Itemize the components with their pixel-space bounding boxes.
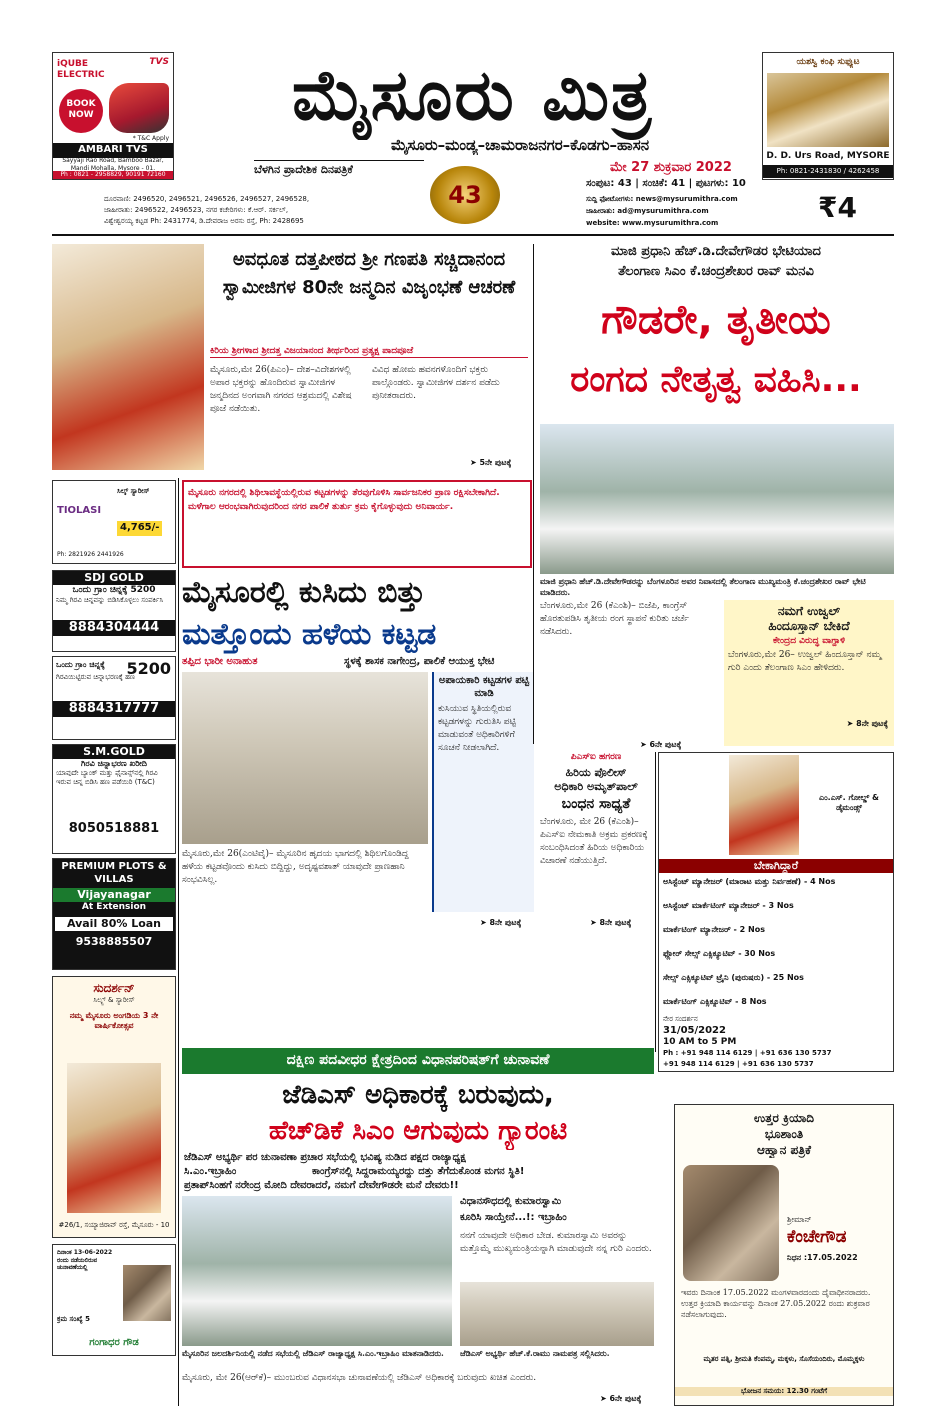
ad-phone: 8050518881 [68, 820, 160, 836]
ad-brand: ಯಶಸ್ವಿ ಕಂಫಿ ಸುಫ್ಯುಟ [796, 57, 860, 67]
nomination-photo [460, 1282, 654, 1346]
story6-headline1: ಜೆಡಿಎಸ್ ಅಧಿಕಾರಕ್ಕೆ ಬರುವುದು, [282, 1080, 554, 1110]
obit-footer: ಮೃತರ ಪತ್ನಿ, ಶ್ರೀಮತಿ ಕೆಂಪಮ್ಮ, ಮಕ್ಕಳು, ಸೊಸೆಯಂದಿರು, ಮೊಮ್ಮಕ್ಕಳು [703, 1355, 865, 1363]
story6-bullet1: ಜೆಡಿಎಸ್ ಅಭ್ಯರ್ಥಿ ಪರ ಚುನಾವಣಾ ಪ್ರಚಾರ ಸಭೆಯಲ್ಲಿ ಭವಿಷ್ಯ ನುಡಿದ ಪಕ್ಷದ ರಾಜ್ಯಾಧ್ಯಕ್ಷ [184, 1152, 466, 1163]
ms-gold-jobs-ad[interactable] [658, 752, 894, 1072]
job-item: ಫ್ಲೋರ್ ಸೇಲ್ಸ್ ಎಕ್ಸಿಕ್ಯೂಟಿವ್ - 30 Nos [663, 949, 776, 958]
price: ₹4 [818, 191, 857, 224]
story4-body: ಮೈಸೂರು,ಮೇ 26(ಎಂಟಿವೈ)– ಮೈಸೂರಿನ ಹೃದಯ ಭಾಗದಲ್ಲಿ ಶಿಥಿಲಗೊಂಡಿದ್ದ ಹಳೆಯ ಕಟ್ಟಡವೊಂದು ಕುಸಿದು ಬಿದ್ದಿದ್ದು, ಅದೃಷ್ಟವಶಾತ್ ಯಾವುದೇ ಪ್ರಾಣಹಾನಿ ಸಂಭವಿಸಿಲ್ಲ. [182, 849, 409, 885]
story5-body: ಬೆಂಗಳೂರು, ಮೇ 26 (ಕೆಎಂಶಿ)– ಪಿಎಸ್‌ಐ ನೇಮಕಾತಿ ಅಕ್ರಮ ಪ್ರಕರಣಕ್ಕೆ ಸಂಬಂಧಿಸಿದಂತೆ ಹಿರಿಯ ಅಧಿಕಾರಿಯ ವಿಚಾರಣೆ ನಡೆಯುತ್ತಿದೆ. [540, 817, 648, 866]
obit-title1: ಉತ್ತರ ಕ್ರಿಯಾದಿ [754, 1111, 814, 1125]
ad-maker: TVS [149, 57, 169, 67]
story6-body: ಮೈಸೂರು, ಮೇ 26(ಆರ್‌ಕೆ)– ಮುಂಬರುವ ವಿಧಾನಸಭಾ ಚುನಾವಣೆಯಲ್ಲಿ ಜೆಡಿಎಸ್ ಅಧಿಕಾರಕ್ಕೆ ಬರುವುದು ಖಚಿತ ಎಂದರು. [182, 1373, 537, 1383]
interview-time: 10 AM to 5 PM [663, 1037, 737, 1047]
story3-headline1: ನಮಗೆ ಉಜ್ವಲ್ [777, 604, 841, 618]
story4-bullet1: ತಪ್ಪಿದ ಭಾರೀ ಅನಾಹುತ [182, 656, 258, 667]
ad-name: SDJ GOLD [53, 571, 175, 585]
ad-body: ಗಿರವಿಯಿಟ್ಟಿರುವ ಚಿನ್ನಾಭರಣಕ್ಕೆ ಹಣ [56, 673, 135, 681]
story2-caption: ಮಾಜಿ ಪ್ರಧಾನಿ ಹೆಚ್.ಡಿ.ದೇವೇಗೌಡರನ್ನು ಬೆಂಗಳೂರಿನ ಅವರ ನಿವಾಸದಲ್ಲಿ ತೆಲಂಗಾಣ ಮುಖ್ಯಮಂತ್ರಿ ಕೆ.ಚಂದ್ರಶೇಖರ ರಾವ್ ಭೇಟಿ ಮಾಡಿದರು. [540, 576, 866, 597]
website: website: www.mysurumithra.com [586, 219, 719, 227]
book-now-badge: BOOK NOW [59, 89, 103, 133]
ad-address: D. D. Urs Road, MYSORE [766, 151, 890, 161]
emblem-number: 43 [448, 181, 482, 209]
story1-headline: ಅವಧೂತ ದತ್ತಪೀಠದ ಶ್ರೀ ಗಣಪತಿ ಸಚ್ಚಿದಾನಂದ ಸ್ವಾಮೀಜಿಗಳ 80ನೇ ಜನ್ಮದಿನ ವಿಜೃಂಭಣೆ ಆಚರಣೆ [222, 249, 516, 298]
job-item: ಸೇಲ್ಸ್ ಎಕ್ಸಿಕ್ಯೂಟಿವ್ ಟ್ರೈನಿ (ಪುರುಷರು) - 25 Nos [663, 973, 804, 982]
collapsed-building-photo [182, 672, 428, 844]
office-line: ವಿಶ್ವೇಶ್ವರಯ್ಯ ಕಟ್ಟಡ Ph: 2431774, ಡಿ.ದೇವರಾಜ ಅರಸು ರಸ್ತೆ, Ph: 2428695 [104, 217, 304, 225]
jobs-title: ಬೇಕಾಗಿದ್ದಾರೆ [659, 859, 893, 873]
job-item: ಅಸಿಸ್ಟೆಂಟ್ ಮಾರ್ಕೆಟಿಂಗ್ ಮ್ಯಾನೇಜರ್ - 3 Nos [663, 901, 794, 910]
yashasvi-ad[interactable] [762, 52, 894, 180]
column-rule [178, 478, 179, 1406]
story2-body: ಬೆಂಗಳೂರು,ಮೇ 26 (ಕೆಎಂಶಿ)– ಬಿಜೆಪಿ, ಕಾಂಗ್ರೆಸ್ ಹೊರತುಪಡಿಸಿ ತೃತೀಯ ರಂಗ ಸ್ಥಾಪನೆ ಕುರಿತು ಚರ್ಚೆ ನಡೆಸಿದರು. [540, 601, 689, 637]
ad-sub: ಸಿಲ್ಕ್ಸ್ & ಸ್ಯಾರೀಸ್ [93, 996, 135, 1004]
job-item: ಅಸಿಸ್ಟೆಂಟ್ ಮ್ಯಾನೇಜರ್ (ಮಾರಾಟ ಮತ್ತು ನಿರ್ವಹಣೆ) - 4 Nos [663, 877, 836, 886]
ad-line: 5200 [126, 659, 171, 678]
story6-side-head1: ವಿಧಾನಸೌಧದಲ್ಲಿ ಕುಮಾರಸ್ವಾಮಿ [460, 1196, 562, 1207]
ad-name: PREMIUM PLOTS & VILLAS [61, 861, 167, 885]
story4-bullet2: ಸ್ಥಳಕ್ಕೆ ಶಾಸಕ ನಾಗೇಂದ್ರ, ಪಾಲಿಕೆ ಆಯುಕ್ತ ಭೇಟಿ [344, 656, 495, 667]
ambari-tvs-ad[interactable] [52, 52, 174, 180]
ad-name: S.M.GOLD [53, 745, 175, 759]
dealer-name: AMBARI TVS [53, 143, 173, 158]
ad-name: ಸುದರ್ಶನ್ [93, 981, 135, 995]
ads-phones-line: ಜಾಹೀರಾತು: 2496522, 2496523, ನಗರ ಕಚೇರಿಗಳು: ಕೆ.ಆರ್. ಸರ್ಕಲ್, [104, 206, 289, 214]
election-banner: ದಕ್ಷಿಣ ಪದವೀಧರ ಕ್ಷೇತ್ರದಿಂದ ವಿಧಾನಪರಿಷತ್‌ಗೆ ಚುನಾವಣೆ [182, 1048, 654, 1074]
premium-plots-ad[interactable] [52, 858, 176, 970]
story2-headline1: ಗೌಡರೇ, ತೃತೀಯ [601, 297, 831, 343]
story2-headline2: ರಂಗದ ನೇತೃತ್ವ ವಹಿಸಿ... [570, 359, 862, 400]
ad-price: 4,765/- [117, 521, 162, 536]
ad-line: ಗಿರವಿ ಚಿನ್ನಾಭರಣ ಖರೀದಿ [81, 758, 147, 768]
story3-box [724, 600, 894, 746]
story1-subhead: ಕಿರಿಯ ಶ್ರೀಗಳಾದ ಶ್ರೀದತ್ತ ವಿಜಯಾನಂದ ತೀರ್ಥರಿಂದ ಪ್ರತ್ಯಕ್ಷ ಪಾದಪೂಜೆ [210, 346, 528, 358]
candidate-photo [123, 1265, 171, 1321]
story1-body-b: ವಿವಿಧ ಹೋಮ ಹವನಗಳೊಂದಿಗೆ ಭಕ್ತರು ಪಾಲ್ಗೊಂಡರು. ಸ್ವಾಮೀಜಿಗಳ ದರ್ಶನ ಪಡೆದು ಪುನೀತರಾದರು. [372, 365, 500, 401]
story5-kicker: ಪಿಎಸ್‌ಐ ಹಗರಣ [570, 752, 622, 762]
story5-headline2: ಅಧಿಕಾರಿ ಅಮೃತ್‌ಪಾಲ್ [554, 780, 638, 793]
interview-label: ನೇರ ಸಂದರ್ಶನ [663, 1015, 698, 1023]
jobs-phone1: Ph : +91 948 114 6129 | +91 636 130 5737 [663, 1049, 832, 1057]
ad-body: ನಿಮ್ಮ ಗಿರವಿ ಚಿನ್ನವನ್ನು ಬಿಡಿಸಿಕೊಳ್ಳಲು ಸಂಪರ್ಕಿಸಿ [56, 596, 164, 604]
story6-headline2: ಹೆಚ್‌ಡಿಕೆ ಸಿಎಂ ಆಗುವುದು ಗ್ಯಾರಂಟಿ [268, 1116, 568, 1146]
deve-gowda-kcr-photo [540, 424, 894, 574]
ad-sub: ಕ್ರಮ ಸಂಖ್ಯೆ 5 [57, 1315, 91, 1323]
saree-model-image [67, 1063, 161, 1213]
ad-name: ಗಂಗಾಧರ ಗೌಡ [89, 1337, 139, 1348]
obit-name: ಕೆಂಚೇಗೌಡ [787, 1227, 847, 1247]
bride-model-image [729, 755, 799, 855]
ad-address: #26/1, ಸಯ್ಯಾಜಿರಾವ್ ರಸ್ತೆ, ಮೈಸೂರು - 10 [58, 1221, 170, 1229]
ad-phone: 8884304444 [53, 620, 175, 636]
candidate-ad[interactable] [52, 1244, 176, 1356]
story3-subhead: ಕೇಂದ್ರದ ವಿರುದ್ಧ ವಾಗ್ದಾಳಿ [773, 636, 845, 646]
interview-date: 31/05/2022 [663, 1025, 726, 1036]
jobs-phone2: +91 948 114 6129 | +91 636 130 5737 [663, 1060, 814, 1068]
ad-line: ದಿನಾಂಕ 13-06-2022 ರಂದು ನಡೆಯಲಿರುವ ಚುನಾವಣೆಯಲ್ಲಿ [57, 1249, 113, 1271]
masthead-rule [52, 234, 894, 236]
ad-body: ಯಾವುದೇ ಬ್ಯಾಂಕ್ ಮತ್ತು ಫೈನಾನ್ಸ್‌ನಲ್ಲಿ ಗಿರವಿ ಇರುವ ಚಿನ್ನ ಬಿಡಿಸಿ ಹಣ ಪಡೆಯಿರಿ (T&C) [56, 768, 158, 786]
sudarshan-silks-ad[interactable] [52, 976, 176, 1238]
masthead-title: ಮೈಸೂರು ಮಿತ್ರ [291, 54, 654, 136]
story6-bullet2: ಕಾಂಗ್ರೆಸ್‌ನಲ್ಲಿ ಸಿದ್ದರಾಮಯ್ಯರದ್ದು ದತ್ತು ತೆಗೆದುಕೊಂಡ ಮಗನ ಸ್ಥಿತಿ! [312, 1166, 525, 1177]
story6-bullet1b: ಸಿ.ಎಂ.ಇಬ್ರಾಹಿಂ [184, 1166, 237, 1177]
masthead-tagline: ಬೆಳಗಿನ ಪ್ರಾದೇಶಿಕ ದಿನಪತ್ರಿಕೆ [254, 160, 424, 177]
sidebar-title: ಅಪಾಯಕಾರಿ ಕಟ್ಟಡಗಳ ಪಟ್ಟಿ ಮಾಡಿ [438, 675, 530, 699]
civic-notice-banner: ಮೈಸೂರು ನಗರದಲ್ಲಿ ಶಿಥಿಲಾವಸ್ಥೆಯಲ್ಲಿರುವ ಕಟ್ಟಡಗಳನ್ನು ತೆರವುಗೊಳಿಸಿ ಸಾರ್ವಜನಿಕರ ಪ್ರಾಣ ರಕ್ಷಿಸಬೇಕಾಗಿದೆ. ಮಳೆಗಾಲ ಆರಂಭವಾಗಿರುವುದರಿಂದ ನಗರ ಪಾಲಿಕೆ ತುರ್ತು ಕ್ರಮ ಕೈಗೊಳ್ಳುವುದು ಅನಿವಾರ್ಯ. [182, 480, 532, 568]
obit-body: ಇವರು ದಿನಾಂಕ 17.05.2022 ಮಂಗಳವಾರದಂದು ದೈವಾಧೀನರಾದರು. ಉತ್ತರ ಕ್ರಿಯಾದಿ ಕಾರ್ಯವನ್ನು ದಿನಾಂಕ 27.05.2022 ರಂದು ಶುಕ್ರವಾರ ನಡೆಸಲಾಗುವುದು. [681, 1288, 871, 1319]
sidebar-body: ಕುಸಿಯುವ ಸ್ಥಿತಿಯಲ್ಲಿರುವ ಕಟ್ಟಡಗಳನ್ನು ಗುರುತಿಸಿ ಪಟ್ಟಿ ಮಾಡುವಂತೆ ಅಧಿಕಾರಿಗಳಿಗೆ ಸೂಚನೆ ನೀಡಲಾಗಿದೆ. [438, 704, 517, 753]
rally-photo [182, 1196, 452, 1346]
ad-brand: iQUBE ELECTRIC [57, 59, 105, 81]
ad-line: ನಮ್ಮ ಮೈಸೂರು ಅಂಗಡಿಯ 3 ನೇ ವಾರ್ಷಿಕೋತ್ಸವ [69, 1010, 159, 1030]
ad-phone: Ph: 0821-2431830 / 4262458 [763, 165, 893, 178]
obituary-ad[interactable] [674, 1104, 894, 1406]
sdj-gold-ad[interactable] [52, 570, 176, 652]
gold-loan-ad[interactable] [52, 656, 176, 740]
ad-line: Vijayanagar [53, 888, 175, 902]
jobs-list [663, 877, 889, 1007]
phones-line: ದೂರವಾಣಿ: 2496520, 2496521, 2496526, 2496527, 2496528, [104, 195, 310, 203]
scooter-image [109, 83, 169, 133]
issue-volume: ಸಂಪುಟ: 43 | ಸಂಚಿಕೆ: 41 | ಪುಟಗಳು: 10 [586, 178, 746, 189]
story3-headline2: ಹಿಂದೂಸ್ತಾನ್ ಬೇಕಿದೆ [768, 619, 850, 633]
jobs-brand: ಎಂ.ಎಸ್. ಗೋಲ್ಡ್ & ಡೈಮಂಡ್ಸ್ [818, 793, 880, 812]
obit-died: ನಿಧನ :17.05.2022 [787, 1253, 858, 1262]
anniversary-emblem [430, 166, 500, 224]
ad-name: TIOLASI [57, 505, 102, 516]
story6-jump[interactable]: ➤ 6ನೇ ಪುಟಕ್ಕೆ [600, 1394, 642, 1403]
story4-sidebar [432, 672, 534, 912]
story3-jump[interactable]: ➤ 8ನೇ ಪುಟಕ್ಕೆ [846, 719, 888, 729]
obit-title3: ಆಹ್ವಾನ ಪತ್ರಿಕೆ [757, 1143, 811, 1157]
ad-phone: 9538885507 [75, 934, 153, 948]
story2-kicker2: ತೆಲಂಗಾಣ ಸಿಎಂ ಕೆ.ಚಂದ್ರಶೇಖರ ರಾವ್ ಮನವಿ [618, 264, 814, 279]
story3-body: ಬೆಂಗಳೂರು,ಮೇ 26– ಉಜ್ವಲ್ ಹಿಂದೂಸ್ತಾನ್ ನಮ್ಮ ಗುರಿ ಎಂದು ತೆಲಂಗಾಣ ಸಿಎಂ ಹೇಳಿದರು. [728, 650, 882, 674]
ad-note: * T&C Apply [132, 135, 169, 142]
obit-meal: ಭೋಜನ ಸಮಯ: 12.30 ಗಂಟೆಗೆ [675, 1387, 893, 1396]
story2-jump[interactable]: ➤ 6ನೇ ಪುಟಕ್ಕೆ [640, 740, 682, 749]
story2-kicker1: ಮಾಜಿ ಪ್ರಧಾನಿ ಹೆಚ್.ಡಿ.ದೇವೇಗೌಡರ ಭೇಟಿಯಾದ [611, 244, 821, 259]
sm-gold-ad[interactable] [52, 744, 176, 854]
story1-body-a: ಮೈಸೂರು,ಮೇ 26(ಪಿಎಂ)– ದೇಶ–ವಿದೇಶಗಳಲ್ಲಿ ಅಪಾರ ಭಕ್ತರನ್ನು ಹೊಂದಿರುವ ಸ್ವಾಮೀಜಿಗಳ ಜನ್ಮದಿನದ ಅಂಗವಾಗಿ ನಗರದ ಆಶ್ರಮದಲ್ಲಿ ವಿಶೇಷ ಪೂಜೆ ನಡೆಯಿತು. [210, 365, 352, 414]
dealer-address: Sayyaji Rao Road, Bamboo Bazar, Mandi Mohalla, Mysore - 01. [62, 157, 164, 172]
job-item: ಮಾರ್ಕೆಟಿಂಗ್ ಮ್ಯಾನೇಜರ್ - 2 Nos [663, 925, 765, 934]
story6-caption1: ಮೈಸೂರಿನ ಜಲದರ್ಶಿನಿಯಲ್ಲಿ ನಡೆದ ಸಭೆಯಲ್ಲಿ ಜೆಡಿಎಸ್ ರಾಜ್ಯಾಧ್ಯಕ್ಷ ಸಿ.ಎಂ.ಇಬ್ರಾಹಿಂ ಮಾತನಾಡಿದರು. [182, 1348, 444, 1358]
story5-headline3: ಬಂಧನ ಸಾಧ್ಯತೆ [561, 796, 631, 812]
ad-body: Avail 80% Loan [55, 917, 173, 931]
shop-building-image [767, 73, 889, 147]
story4-jump[interactable]: ➤ 8ನೇ ಪುಟಕ್ಕೆ [480, 918, 522, 927]
ad-phone: Ph: 2821926 2441926 [57, 551, 124, 558]
story4-headline2: ಮತ್ತೊಂದು ಹಳೆಯ ಕಟ್ಟಡ [182, 617, 437, 652]
story5-headline1: ಹಿರಿಯ ಪೊಲೀಸ್ [565, 766, 627, 779]
story6-side-body: ನನಗೆ ಯಾವುದೇ ಅಧಿಕಾರ ಬೇಡ. ಕುಮಾರಸ್ವಾಮಿ ಅವರನ್ನು ಮತ್ತೊಮ್ಮೆ ಮುಖ್ಯಮಂತ್ರಿಯನ್ನಾಗಿ ಮಾಡುವುದೇ ನನ್ನ ಗುರಿ ಎಂದರು. [460, 1231, 652, 1254]
ad-sub: At Extension [81, 901, 147, 912]
obit-title2: ಭೂಶಾಂತಿ [764, 1127, 804, 1141]
column-rule [533, 244, 534, 744]
ad-phone: 8884317777 [53, 701, 175, 717]
swamiji-photo [52, 244, 204, 470]
masthead-subtitle: ಮೈಸೂರು–ಮಂಡ್ಯ–ಚಾಮರಾಜನಗರ–ಕೊಡಗು–ಹಾಸನ [390, 136, 650, 154]
job-item: ಮಾರ್ಕೆಟಿಂಗ್ ಎಕ್ಸಿಕ್ಯೂಟಿವ್ - 8 Nos [663, 997, 767, 1006]
issue-date: ಮೇ 27 ಶುಕ್ರವಾರ 2022 [610, 160, 732, 175]
ad-line: ಒಂದು ಗ್ರಾಂ ಚಿನ್ನಕ್ಕೆ 5200 [72, 584, 156, 595]
email-news: ಸುದ್ದಿ ಫೋಟೋಗಳು: news@mysurumithra.com [586, 195, 738, 203]
ad-name: ಒಂದು ಗ್ರಾಂ ಚಿನ್ನಕ್ಕೆ [56, 660, 105, 669]
column-rule [655, 752, 656, 1052]
ad-sub: ಸಿಲ್ಕ್ ಸ್ಯಾರೀಸ್ [117, 487, 150, 495]
story6-caption2: ಜೆಡಿಎಸ್ ಅಭ್ಯರ್ಥಿ ಹೆಚ್.ಕೆ.ರಾಮು ನಾಮಪತ್ರ ಸಲ್ಲಿಸಿದರು. [460, 1348, 610, 1358]
story1-jump[interactable]: ➤ 5ನೇ ಪುಟಕ್ಕೆ [470, 458, 512, 467]
story5-jump[interactable]: ➤ 8ನೇ ಪುಟಕ್ಕೆ [590, 918, 632, 927]
email-ad: ಜಾಹೀರಾತು: ad@mysurumithra.com [586, 207, 709, 215]
deceased-photo [683, 1165, 779, 1281]
story6-bullet3: ಪ್ರತಾಪ್‌ಸಿಂಹಗೆ ನರೇಂದ್ರ ಮೋದಿ ದೇವರಾದರೆ, ನಮಗೆ ದೇವೇಗೌಡರೇ ಮನೆ ದೇವರು!! [184, 1180, 459, 1191]
story4-headline1: ಮೈಸೂರಲ್ಲಿ ಕುಸಿದು ಬಿತ್ತು [182, 575, 426, 610]
obit-prefix: ಶ್ರೀಮಾನ್ [787, 1215, 812, 1224]
story6-side-head2: ಕೂರಿಸಿ ಸಾಯ್ತೇನೆ...!: ಇಬ್ರಾಹಿಂ [460, 1212, 567, 1223]
dealer-phone: Ph : 0821 - 2958829, 90191 72160 [53, 171, 173, 179]
tiolasi-ad[interactable] [52, 480, 176, 564]
